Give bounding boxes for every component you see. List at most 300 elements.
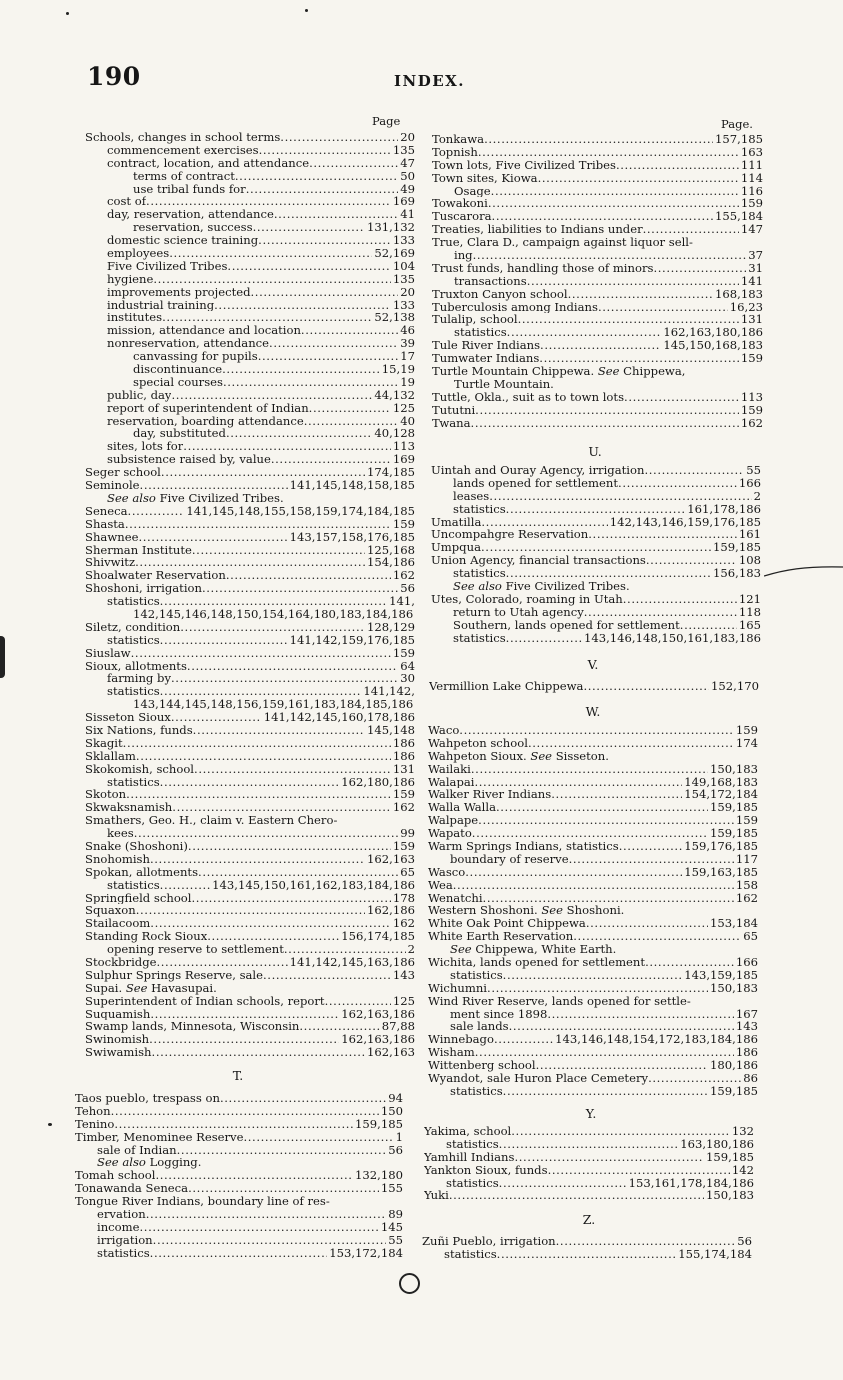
dot-leader: [235, 170, 398, 183]
index-entries-y: [424, 1125, 754, 1202]
index-entry: [431, 464, 761, 477]
index-entry-text: Zuñi Pueblo, irrigation: [422, 1235, 556, 1248]
index-page-ref: 163: [740, 144, 763, 159]
index-page-ref: 132,180: [355, 1168, 403, 1183]
index-entry: [428, 969, 758, 982]
index-entry-text: Yankton Sioux, funds: [424, 1163, 548, 1177]
index-entry-text: Shawnee: [85, 530, 139, 544]
dot-leader: [263, 969, 391, 982]
index-entry-text: statistics: [107, 595, 160, 608]
dot-leader: [506, 567, 711, 580]
dot-leader: [484, 133, 713, 146]
index-entry-text: Seminole: [85, 479, 140, 492]
index-entry: [85, 853, 415, 866]
dot-leader: [214, 299, 391, 312]
index-entry: [85, 234, 415, 247]
index-entry-text: Wichumni: [428, 981, 488, 995]
index-entry-text: Sisseton Sioux: [85, 711, 171, 724]
index-entry-text: Treaties, liabilities to Indians under: [432, 223, 643, 237]
index-page-ref: 39: [400, 336, 415, 351]
dot-leader: [569, 853, 734, 866]
index-page-ref: 86: [743, 1071, 758, 1086]
index-entry: [432, 404, 763, 417]
dot-leader: [618, 477, 737, 490]
dot-leader: [172, 801, 391, 814]
index-entry-text: canvassing for pupils: [133, 350, 258, 364]
index-page-ref: 158: [735, 877, 758, 892]
dot-leader: [507, 326, 662, 339]
index-entry-text: Tomah school: [75, 1169, 156, 1183]
index-entry-text: Timber, Menominee Reserve: [75, 1130, 244, 1144]
index-page-ref: 121: [738, 591, 761, 606]
index-page-ref: 186: [735, 1045, 758, 1060]
index-entry-text: See also Five Civilized Tribes.: [453, 580, 630, 593]
circle-mark: [399, 1273, 420, 1294]
index-page-ref: 15,19: [381, 362, 415, 377]
dot-leader: [471, 763, 708, 776]
dot-leader: [548, 1164, 730, 1177]
index-entry: [428, 737, 758, 750]
index-entry: [85, 221, 415, 234]
index-entry-text: cost of: [107, 195, 147, 209]
index-page-ref: 162: [392, 800, 415, 815]
index-entry: [75, 1156, 403, 1169]
index-entry-text: Uncompahgre Reservation: [431, 528, 589, 542]
index-entry: [85, 1033, 415, 1046]
index-entries-s: [85, 131, 415, 1059]
index-entry: [431, 528, 761, 541]
dot-leader: [126, 788, 391, 801]
index-page-ref: 56: [400, 581, 415, 596]
index-entry-text: Town lots, Five Civilized Tribes: [432, 158, 616, 172]
index-entry-text: Tututni: [432, 403, 476, 417]
index-entry-text: Wahpeton Sioux. See Sisseton.: [428, 749, 609, 763]
index-page-ref: 145,148: [367, 722, 415, 737]
index-page-ref: 143: [735, 1019, 758, 1034]
index-entry: [428, 917, 758, 930]
index-entry-text: Spokan, allotments: [85, 865, 199, 879]
index-page-ref: 150,183: [710, 980, 758, 995]
index-entry-text: irrigation: [97, 1233, 153, 1247]
index-entry-text: Smathers, Geo. H., claim v. Eastern Chero-: [85, 814, 338, 828]
dot-leader: [481, 541, 711, 554]
index-page-ref: 104: [392, 258, 415, 273]
dot-leader: [586, 917, 708, 930]
dot-leader: [483, 892, 734, 905]
index-entry: [428, 892, 758, 905]
index-entry: [85, 440, 415, 453]
index-page-ref: 162: [392, 568, 415, 583]
index-entry-text: ing: [454, 249, 473, 262]
index-entry: [432, 275, 763, 288]
dot-leader: [226, 569, 391, 582]
dot-leader: [528, 737, 734, 750]
index-entry: [428, 866, 758, 879]
index-page-ref: 31: [748, 260, 763, 275]
dot-leader: [568, 288, 713, 301]
index-entry: [431, 593, 761, 606]
index-entry: [428, 814, 758, 827]
dot-leader: [514, 1151, 704, 1164]
index-entry-text: statistics: [453, 567, 506, 581]
index-page-ref: 50: [400, 168, 415, 183]
dot-leader: [150, 1008, 339, 1021]
index-entry-text: industrial training: [107, 298, 215, 312]
index-page-ref: 141,142,159,176,185: [289, 632, 415, 647]
index-entry: [85, 479, 415, 492]
dot-leader: [503, 1085, 708, 1098]
index-entry: [85, 1046, 415, 1059]
index-entry-text: boundary of reserve: [450, 852, 569, 866]
index-page-ref: 152,170: [711, 679, 759, 693]
index-entry: [428, 995, 758, 1008]
dot-leader: [472, 827, 708, 840]
index-entry: [85, 157, 415, 170]
index-page-ref: 180,186: [710, 1058, 758, 1073]
dot-leader: [536, 1059, 708, 1072]
index-entry: [75, 1182, 403, 1195]
index-page-ref: 159,185: [710, 1083, 758, 1098]
index-entry-text: transactions: [454, 274, 527, 288]
index-page-ref: 114: [740, 170, 763, 185]
index-entries-u: [431, 464, 761, 644]
index-entry-text: Tonkawa: [432, 133, 485, 146]
index-entry: [75, 1105, 403, 1118]
index-entry: [85, 402, 415, 415]
dot-leader: [309, 402, 391, 415]
index-page-ref: 155,174,184: [678, 1246, 752, 1261]
index-entry-text: use tribal funds for: [133, 182, 246, 196]
index-entry-text: Wittenberg school: [428, 1059, 536, 1073]
index-page-ref: 19: [400, 374, 415, 389]
dot-leader: [160, 685, 362, 698]
index-entry-text: domestic science training: [107, 234, 259, 248]
index-entry-text: improvements projected: [107, 285, 251, 299]
index-page-ref: 141,145,148,158,185: [289, 478, 415, 493]
dot-leader: [503, 969, 683, 982]
index-entry-text: statistics: [107, 775, 160, 789]
index-entry: [85, 311, 415, 324]
index-entry-text: mission, attendance and location: [107, 324, 301, 338]
dot-leader: [171, 389, 372, 402]
index-page-ref: 56: [388, 1142, 403, 1157]
index-page-ref: 65: [400, 864, 415, 879]
page-title: INDEX.: [394, 72, 466, 90]
index-entry: [424, 1189, 754, 1202]
dot-leader: [180, 621, 365, 634]
index-entry-text: report of superintendent of Indian: [107, 401, 309, 415]
dot-leader: [494, 1033, 553, 1046]
index-page-ref: 125,168: [367, 542, 415, 557]
dot-leader: [153, 273, 391, 286]
index-page-ref: 64: [400, 658, 415, 673]
index-page-ref: 52,169: [374, 246, 415, 261]
index-entry-text: White Oak Point Chippewa: [428, 917, 586, 931]
dot-leader: [538, 172, 739, 185]
index-page-ref: 145: [380, 1219, 403, 1234]
dot-leader: [227, 260, 390, 273]
index-entry-text: Western Shoshoni. See Shoshoni.: [428, 904, 625, 918]
index-entry: [85, 337, 415, 350]
dot-leader: [207, 930, 339, 943]
index-page-ref: 2: [753, 488, 761, 503]
index-page-ref: 52,138: [374, 310, 415, 325]
index-entry-text: kees: [107, 827, 134, 840]
dot-leader: [162, 311, 372, 324]
index-entry-text: Shivwitz: [85, 556, 136, 570]
dot-leader: [194, 763, 391, 776]
index-entry-text: Skokomish, school: [85, 762, 195, 776]
index-page-ref: 128,129: [367, 619, 415, 634]
index-entry-text: Topnish: [432, 145, 478, 159]
dot-leader: [135, 556, 365, 569]
index-entry-text: Tule River Indians: [432, 339, 541, 353]
index-page-ref: 155,184: [715, 209, 763, 224]
index-entry-text: lands opened for settlement: [453, 476, 619, 490]
index-entry: [432, 288, 763, 301]
index-entry-text: Tuttle, Okla., suit as to town lots: [432, 390, 625, 404]
dot-leader: [140, 479, 288, 492]
index-entry-text: statistics: [107, 878, 160, 892]
dot-leader: [160, 634, 288, 647]
dot-leader: [598, 301, 728, 314]
index-entry: [431, 554, 761, 567]
section-letter-u: U.: [588, 444, 602, 459]
index-page-ref: 113: [740, 389, 763, 404]
index-entry: [85, 556, 415, 569]
index-entry-text: Tenino: [75, 1117, 115, 1131]
dot-leader: [573, 930, 741, 943]
index-entry: [424, 1151, 754, 1164]
index-page-ref: 159,185: [710, 800, 758, 815]
index-entry-text: See also Logging.: [97, 1156, 202, 1170]
dot-leader: [474, 776, 682, 789]
index-entry-text: Turtle Mountain.: [454, 377, 554, 391]
index-page-ref: 17: [400, 349, 415, 364]
dot-leader: [459, 724, 734, 737]
index-entry: [431, 567, 761, 580]
dot-leader: [222, 363, 380, 376]
index-entry-text: Sherman Institute: [85, 543, 192, 557]
index-entry-text: statistics: [450, 1084, 503, 1098]
index-entry: [75, 1118, 403, 1131]
index-page-ref: 162: [740, 415, 763, 430]
index-entry: [85, 569, 415, 582]
dot-leader: [177, 1144, 387, 1157]
index-entries-z: [422, 1235, 752, 1261]
index-page-ref: 174,185: [367, 465, 415, 480]
index-page-ref: 168,183: [715, 286, 763, 301]
index-entry: [85, 776, 415, 789]
index-page-ref: 162,186: [367, 903, 415, 918]
dot-leader: [643, 223, 739, 236]
index-entry-text: Sioux, allotments: [85, 659, 187, 673]
index-entry: [85, 866, 415, 879]
index-entry-text: income: [97, 1220, 140, 1234]
section-letter-t: T.: [232, 1068, 244, 1083]
index-page-ref: 87,88: [381, 1019, 415, 1034]
index-page-ref: 159: [740, 351, 763, 366]
index-entry-text: Tulalip, school: [432, 313, 518, 327]
index-page-ref: 162,163: [367, 851, 415, 866]
index-page-ref: 155: [380, 1181, 403, 1196]
index-page-ref: 55: [388, 1232, 403, 1247]
index-entry-text: Winnebago: [428, 1033, 494, 1047]
ink-spot: [66, 12, 69, 15]
index-page-ref: 159: [392, 838, 415, 853]
index-entry-text: statistics: [444, 1247, 497, 1261]
index-entry: [428, 1008, 758, 1021]
index-entry-text: reservation, success: [133, 221, 253, 235]
index-entry: [85, 350, 415, 363]
dot-leader: [325, 995, 391, 1008]
index-entry-text: reservation, boarding attendance: [107, 414, 304, 428]
index-entry-text: Squaxon: [85, 904, 136, 918]
index-entry-text: Southern, lands opened for settlement: [453, 618, 680, 632]
dot-leader: [619, 840, 683, 853]
index-page-ref: 116: [740, 183, 763, 198]
index-entry-text: Wenatchi: [428, 891, 483, 905]
index-page-ref: 141,: [389, 594, 415, 609]
dot-leader: [259, 144, 391, 157]
index-entry: [422, 1235, 752, 1248]
index-entry-text: statistics: [446, 1137, 499, 1151]
dot-leader: [258, 350, 399, 363]
index-page-ref: 159: [740, 402, 763, 417]
index-entry-text: sale lands: [450, 1020, 509, 1034]
index-entry: [75, 1234, 403, 1247]
index-entry-text: contract, location, and attendance: [107, 156, 310, 170]
index-entry-text: Skwaksnamish: [85, 801, 173, 815]
index-entry: [431, 516, 761, 529]
index-entry: [85, 453, 415, 466]
page-column-heading-right: Page.: [721, 117, 753, 131]
index-page-ref: 141,142,: [363, 684, 415, 699]
index-entry-text: See also Five Civilized Tribes.: [107, 491, 284, 505]
index-entry-text: Umatilla: [431, 515, 482, 529]
dot-leader: [202, 582, 398, 595]
dot-leader: [251, 286, 399, 299]
index-entry: [85, 363, 415, 376]
index-entry: [85, 814, 415, 827]
dot-leader: [193, 724, 365, 737]
index-entry: [432, 159, 763, 172]
index-entry-text: farming by: [107, 672, 171, 686]
index-entry: [85, 621, 415, 634]
section-letter-w: W.: [585, 704, 601, 719]
dot-leader: [491, 185, 739, 198]
dot-leader: [149, 1033, 339, 1046]
dot-leader: [152, 1046, 366, 1059]
dot-leader: [243, 1131, 393, 1144]
index-entry: [432, 417, 763, 430]
index-entry: [85, 892, 415, 905]
section-letter-z: Z.: [582, 1212, 596, 1227]
index-entry-text: Tuberculosis among Indians: [432, 300, 598, 314]
index-entry: [431, 632, 761, 645]
index-entry-text: Swinomish: [85, 1033, 150, 1047]
index-entry: [428, 956, 758, 969]
index-page-ref: 156,183: [713, 566, 761, 581]
index-entry: [85, 685, 415, 698]
dot-leader: [473, 249, 747, 262]
index-entry: [85, 801, 415, 814]
index-entry-text: Yakima, school: [424, 1125, 512, 1138]
ink-spot: [48, 1123, 52, 1126]
index-page-ref: 2: [407, 942, 415, 957]
dot-leader: [153, 1234, 387, 1247]
index-page-ref: 16,23: [729, 299, 763, 314]
dot-leader: [584, 606, 737, 619]
index-page-ref: 178: [392, 890, 415, 905]
index-page-ref: 56: [737, 1234, 752, 1248]
dot-leader: [645, 956, 734, 969]
index-entry-text: Tuscarora: [432, 210, 492, 224]
index-entry-text: Union Agency, financial transactions: [431, 554, 646, 568]
index-entry-text: day, substituted: [133, 427, 226, 441]
index-entry: [85, 982, 415, 995]
index-page-ref: 132: [731, 1124, 754, 1138]
index-entry: [432, 236, 763, 249]
dot-leader: [492, 210, 714, 223]
index-page-ref: 163,180,186: [680, 1136, 754, 1151]
index-page-ref: 141,142,145,163,186: [289, 955, 415, 969]
dot-leader: [280, 131, 398, 144]
index-entry: [85, 904, 415, 917]
index-entry: [428, 1033, 758, 1046]
dot-leader: [188, 840, 391, 853]
index-entry: [85, 647, 415, 660]
index-entry: [432, 249, 763, 262]
index-entry: [85, 930, 415, 943]
dot-leader: [478, 814, 734, 827]
dot-leader: [253, 221, 365, 234]
index-entry: [431, 606, 761, 619]
dot-leader: [138, 531, 287, 544]
index-entry-text: Supai. See Havasupai.: [85, 981, 217, 995]
index-entry-text: Towakoni: [432, 197, 488, 211]
index-entry-text: institutes: [107, 311, 163, 325]
index-page-ref: 169: [392, 194, 415, 209]
index-entry: [85, 131, 415, 144]
index-page-ref: 157,185: [715, 132, 763, 146]
index-entry: [85, 969, 415, 982]
index-entry-text: statistics: [454, 326, 507, 340]
index-page-ref: 159: [392, 516, 415, 531]
index-entry-text: hygiene: [107, 272, 154, 286]
index-entry-text: Tongue River Indians, boundary line of res-: [75, 1195, 330, 1209]
index-entry: [75, 1092, 403, 1105]
index-entry: [432, 339, 763, 352]
dot-leader: [499, 1177, 627, 1190]
index-entry: [85, 582, 415, 595]
index-page-ref: 125: [392, 400, 415, 415]
index-entry: [85, 711, 415, 724]
index-page-ref: 113: [392, 439, 415, 454]
dot-leader: [506, 632, 582, 645]
index-entry: [431, 503, 761, 516]
index-entry: [432, 146, 763, 159]
dot-leader: [644, 464, 744, 477]
index-page-ref: 133: [392, 297, 415, 312]
dot-leader: [653, 262, 746, 275]
dot-leader: [160, 595, 388, 608]
dot-leader: [453, 879, 734, 892]
index-page-ref: 161: [738, 527, 761, 542]
index-page-ref: 131: [740, 312, 763, 327]
index-entry: [424, 1164, 754, 1177]
index-entry-text: subsistence raised by, value: [107, 453, 271, 467]
